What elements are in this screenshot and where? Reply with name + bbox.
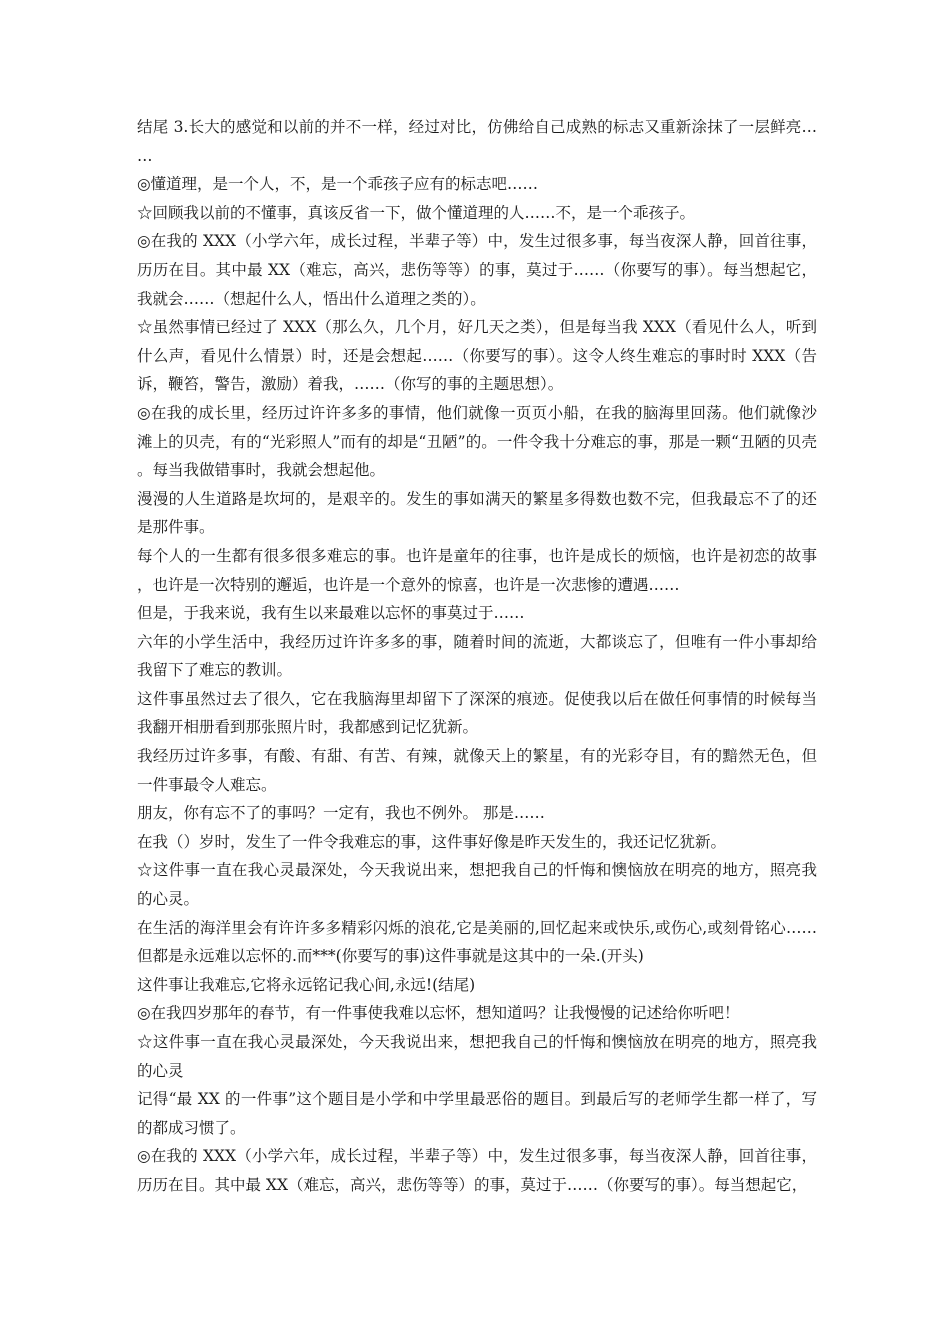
paragraph: ☆回顾我以前的不懂事，真该反省一下，做个懂道理的人……不，是一个乖孩子。	[137, 203, 696, 222]
paragraph: ☆这件事一直在我心灵最深处，今天我说出来，想把我自己的忏悔和懊恼放在明亮的地方，照亮我的心灵。	[137, 861, 817, 909]
paragraph: ◎懂道理，是一个人，不，是一个乖孩子应有的标志吧……	[137, 175, 539, 194]
paragraph: ◎在我的 XXX（小学六年，成长过程，半辈子等）中，发生过很多事，每当夜深人静，回首往事，历历在目。其中最 XX（难忘，高兴，悲伤等等）的事，莫过于……（你要写的事）。每当想起它，	[137, 1147, 817, 1194]
paragraph: 漫漫的人生道路是坎坷的，是艰辛的。发生的事如满天的繁星多得数也数不完，但我最忘不了的还是那件事。	[137, 489, 817, 537]
paragraph: 这件事让我难忘,它将永远铭记我心间,永远!(结尾)	[137, 975, 476, 994]
paragraph: 记得“最 XX 的一件事”这个题目是小学和中学里最恶俗的题目。到最后写的老师学生都一样了，写的都成习惯了。	[137, 1090, 817, 1137]
paragraph: ◎在我的 XXX（小学六年，成长过程，半辈子等）中，发生过很多事，每当夜深人静，回首往事，历历在目。其中最 XX（难忘，高兴，悲伤等等）的事，莫过于……（你要写的事）。每当想起它，我就会……（想起什么人，悟出什么道理之类的）。	[137, 232, 817, 308]
paragraph: ◎在我四岁那年的春节，有一件事使我难以忘怀，想知道吗？让我慢慢的记述给你听吧！	[137, 1004, 740, 1023]
paragraph: 结尾 3.长大的感觉和以前的并不一样，经过对比，仿佛给自己成熟的标志又重新涂抹了一层鲜亮……	[137, 118, 817, 165]
paragraph: ☆虽然事情已经过了 XXX（那么久，几个月，好几天之类），但是每当我 XXX（看见什么人，听到什么声，看见什么情景）时，还是会想起……（你要写的事）。这令人终生难忘的事时时 XXX（告诉，鞭笞，警告，激励）着我，……（你写的事的主题思想）。	[137, 318, 817, 394]
paragraph: 六年的小学生活中，我经历过许许多多的事，随着时间的流逝，大都谈忘了，但唯有一件小事却给我留下了难忘的教训。	[137, 632, 817, 680]
paragraph: 朋友，你有忘不了的事吗？一定有，我也不例外。 那是……	[137, 804, 545, 823]
document-body	[137, 113, 817, 1200]
paragraph: ☆这件事一直在我心灵最深处，今天我说出来，想把我自己的忏悔和懊恼放在明亮的地方，照亮我的心灵	[137, 1033, 817, 1080]
paragraph: 这件事虽然过去了很久，它在我脑海里却留下了深深的痕迹。促使我以后在做任何事情的时候每当我翻开相册看到那张照片时，我都感到记忆犹新。	[137, 689, 817, 737]
paragraph: 在我（）岁时，发生了一件令我难忘的事，这件事好像是昨天发生的，我还记忆犹新。	[137, 832, 727, 851]
paragraph: 每个人的一生都有很多很多难忘的事。也许是童年的往事，也许是成长的烦恼，也许是初恋的故事，也许是一次特别的邂逅，也许是一个意外的惊喜，也许是一次悲惨的遭遇……	[137, 546, 817, 594]
paragraph: 但是，于我来说，我有生以来最难以忘怀的事莫过于……	[137, 604, 525, 623]
paragraph: 我经历过许多事，有酸、有甜、有苦、有辣，就像天上的繁星，有的光彩夺目，有的黯然无色，但一件事最令人难忘。	[137, 747, 817, 794]
paragraph: ◎在我的成长里，经历过许许多多的事情，他们就像一页页小船，在我的脑海里回荡。他们就像沙滩上的贝壳，有的“光彩照人”而有的却是“丑陋”的。一件令我十分难忘的事，那是一颗“丑陋的贝壳。每当我做错事时，我就会想起他。	[137, 403, 817, 480]
paragraph: 在生活的海洋里会有许许多多精彩闪烁的浪花,它是美丽的,回忆起来或快乐,或伤心,或刻骨铭心……但都是永远难以忘怀的.而***(你要写的事)这件事就是这其中的一朵.(开头)	[137, 918, 817, 966]
